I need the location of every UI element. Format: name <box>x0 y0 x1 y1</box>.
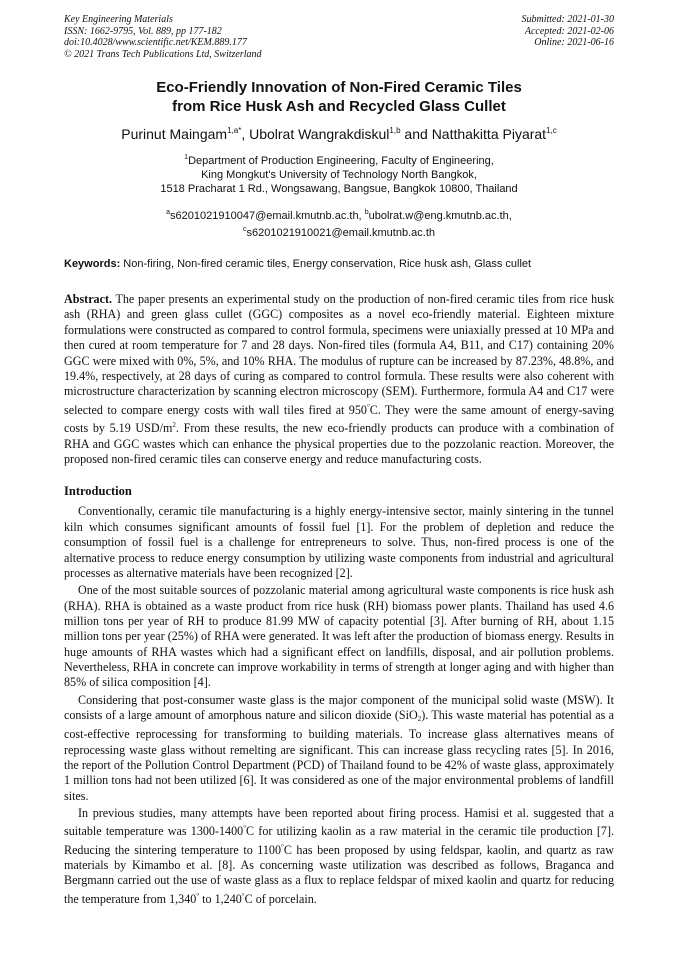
email-b[interactable]: ubolrat.w@eng.kmutnb.ac.th, <box>368 210 512 222</box>
degree-symbol: ° <box>243 824 247 833</box>
email-c[interactable]: s6201021910021@email.kmutnb.ac.th <box>246 227 435 239</box>
abstract-label: Abstract. <box>64 292 113 306</box>
publication-dates <box>522 14 615 60</box>
abstract-text-1: The paper presents an experimental study on the production of non-fired ceramic tiles from rice husk ash (RHA) and green glass cullet (GGC) composites as a novel eco-friendly material. Eighteen mixture formulations were constructed as compared to control formula, specimens were uniaxially pressed at 10 MPa and then cured at room temperature for 7 and 28 days. Non-fired tiles (formula A4, B11, and C17) containing 20% GGC were mixed with 0%, 5%, and 10% RHA. The modulus of rupture can be increased by 87.23%, 48.8%, and 19.4%, respectively, at 28 days of curing as compared to control formula. These results were also coherent with microstructure characterization by scanning electron microscopy (SEM). Furthermore, formula A4 and C17 were selected to compare energy costs with wall tiles fired at 950 <box>64 292 614 417</box>
degree-symbol: ° <box>241 891 245 900</box>
title-line-1: Eco-Friendly Innovation of Non-Fired Ceramic Tiles <box>156 79 522 96</box>
intro-p4-text-4: to 1,240 <box>199 891 242 906</box>
affiliation <box>64 151 614 196</box>
title-line-2: from Rice Husk Ash and Recycled Glass Cullet <box>172 98 506 115</box>
author-emails <box>64 206 614 240</box>
journal-issn: ISSN: 1662-9795, Vol. 889, pp 177-182 <box>64 25 222 37</box>
author-2-affil: 1,b <box>389 126 401 135</box>
intro-p4-text-3: C has been proposed by using feldspar, kaolin, and quartz as raw materials by Kimambo et al. [8]. As concerning waste utilization was described as follows, Braganca and Bergmann carried out the use of waste glass as a flux to replace feldspar of mixed kaolin and quartz for reducing the temperature from 1,340 <box>64 842 614 906</box>
degree-symbol: ° <box>366 402 370 411</box>
keywords <box>64 257 614 271</box>
author-3: Natthakitta Piyarat <box>431 126 547 142</box>
intro-paragraph-2: One of the most suitable sources of pozzolanic material among agricultural waste components is rice husk ash (RHA). RHA is obtained as a waste product from rice husk (RH) biomass power plants. Thailand has used 4.6 million tons per year of RH to produce 81.99 MW of capacity potential [3]. After burning of RH, about 1.15 million tons per year (25%) of RHA were generated. It was left after the production of biomass energy. Results in huge amounts of RHA wastes which had a significant effect on landfills, disposal, and air pollution problems. Nevertheless, RHA in concrete can improve workability in terms of strength at longer aging and with higher than 85% of silica composition [4]. <box>64 583 614 690</box>
keywords-text: Non-firing, Non-fired ceramic tiles, Energy conservation, Rice husk ash, Glass cullet <box>120 258 532 270</box>
degree-symbol: ° <box>281 842 284 851</box>
author-list <box>64 122 614 143</box>
author-1-affil: 1,a* <box>227 126 242 135</box>
paper-page <box>64 14 614 907</box>
intro-paragraph-1: Conventionally, ceramic tile manufacturing is a highly energy-intensive sector, mainly sintering in the tunnel kiln which consumes significant amounts of fossil fuel [1]. For the problem of depletion and reduce the consumption of fossil fuel is a challenge for entrepreneurs to solve. Thus, non-fired process is one of the alternative process to reduce energy consumption by utilizing waste components from industrial and agricultural processes as alternative materials have been recognized [2]. <box>64 504 614 580</box>
journal-doi: doi:10.4028/www.scientific.net/KEM.889.177 <box>64 37 247 48</box>
author-1: Purinut Maingam <box>121 126 228 142</box>
journal-copyright: © 2021 Trans Tech Publications Ltd, Switzerland <box>64 48 262 60</box>
intro-p4-text-1: In previous studies, many attempts have been reported about firing process. Hamisi et al. suggested that a suitable temperature was 1300-1400 <box>64 806 614 839</box>
email-b-marker: b <box>364 209 369 216</box>
intro-paragraph-3 <box>64 693 614 804</box>
paper-title <box>64 78 614 116</box>
intro-p4-text-5: C of porcelain. <box>244 891 317 906</box>
journal-name: Key Engineering Materials <box>64 14 173 25</box>
email-a-marker: a <box>166 209 171 216</box>
abstract-text-2: C. They were the same amount of energy-saving costs by 5.19 USD/m <box>64 402 614 436</box>
email-c-marker: c <box>242 226 247 233</box>
submitted-date: Submitted: 2021-01-30 <box>521 14 614 25</box>
author-separator: and <box>400 126 432 142</box>
affiliation-marker: 1 <box>184 154 189 161</box>
accepted-date: Accepted: 2021-02-06 <box>524 25 614 37</box>
author-3-affil: 1,c <box>546 126 557 135</box>
journal-info <box>64 14 262 60</box>
subscript-2: 2 <box>417 714 422 723</box>
author-separator: , <box>241 126 250 142</box>
email-a[interactable]: s6201021910047@email.kmutnb.ac.th, <box>170 210 365 222</box>
keywords-label: Keywords: <box>64 258 121 270</box>
squared-symbol: 2 <box>172 421 176 430</box>
intro-paragraph-4 <box>64 806 614 907</box>
author-2: Ubolrat Wangrakdiskul <box>249 126 390 142</box>
journal-header <box>64 14 614 60</box>
abstract <box>64 292 614 467</box>
affiliation-line-2: King Mongkut's University of Technology North Bangkok, <box>201 169 477 181</box>
intro-p4-text-2: C for utilizing kaolin as a raw material in the ceramic tile production [7]. Reducing the sintering temperature to 1100 <box>64 824 614 857</box>
degree-symbol: ° <box>196 891 200 900</box>
affiliation-line-3: 1518 Pracharat 1 Rd., Wongsawang, Bangsue, Bangkok 10800, Thailand <box>160 183 518 195</box>
intro-p3-text-1: Considering that post-consumer waste glass is the major component of the municipal solid waste (MSW). It consists of a large amount of amorphous nature and silicon dioxide (SiO <box>64 692 614 722</box>
intro-p3-text-2: ). This waste material has potential as a cost-effective reprocessing for transforming to building materials. To increase glass alternatives means of reprocessing waste glass without remelting are significant. This can increase glass recycling rates [5]. In 2016, the report of the Pollution Control Department (PCD) of Thailand found to be 42% of waste glass, approximately 1 million tons had not been utilized [6]. It was considered as one of the major environmental problems of landfill sites. <box>64 707 615 803</box>
abstract-text-3: . From these results, the new eco-friendly products can produce with a combination of RHA and GGC wastes which can enhance the physical properties due to the pozzolanic reaction. Moreover, the proposed non-fired ceramic tiles can conserve energy and reduce manufacturing costs. <box>64 421 615 467</box>
online-date: Online: 2021-06-16 <box>534 37 614 48</box>
section-heading-introduction: Introduction <box>64 484 132 499</box>
affiliation-line-1: Department of Production Engineering, Faculty of Engineering, <box>188 155 494 167</box>
